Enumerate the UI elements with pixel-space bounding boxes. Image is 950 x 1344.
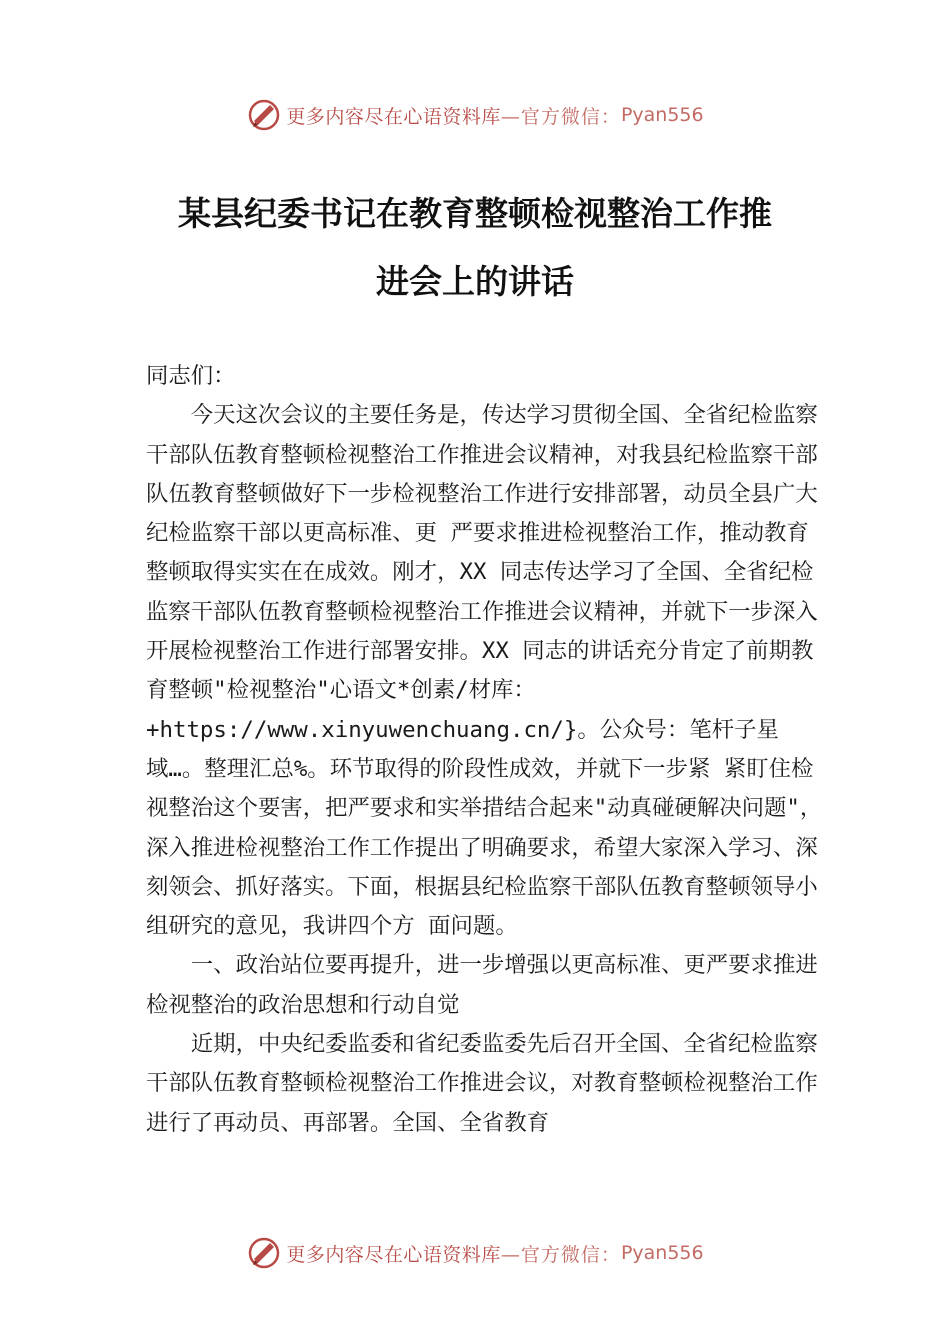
- header-watermark-banner: [0, 95, 950, 135]
- footer-watermark-banner: [0, 1233, 950, 1273]
- paragraph-section-1: 近期，中央纪委监委和省纪委监委先后召开全国、全省纪检监察干部队伍教育整顿检视整治工作推进会议，对教育整顿检视整治工作进行了再动员、再部署。全国、全省教育: [146, 1031, 818, 1136]
- banner-text-wechat-id: Pyan556: [620, 104, 704, 126]
- document-body: [146, 357, 826, 1143]
- banner-text-wechat-id: Pyan556: [620, 1242, 704, 1264]
- document-title-line-2: 进会上的讲话: [376, 262, 574, 301]
- banner-text-wechat-label: —官方微信：: [500, 1243, 621, 1266]
- salutation: 同志们：: [146, 363, 236, 389]
- banner-text-library: 更多内容尽在心语资料库: [286, 105, 501, 128]
- banner-text-wechat-label: —官方微信：: [500, 105, 621, 128]
- logo-icon: [246, 97, 282, 133]
- banner-text-library: 更多内容尽在心语资料库: [286, 1243, 501, 1266]
- section-heading-1: 一、政治站位要再提升，进一步增强以更高标准、更严要求推进检视整治的政治思想和行动自觉: [146, 952, 818, 1018]
- document-title-line-1: 某县纪委书记在教育整顿检视整治工作推: [178, 194, 772, 233]
- paragraph-intro: 今天这次会议的主要任务是，传达学习贯彻全国、全省纪检监察干部队伍教育整顿检视整治工作推进会议精神，对我县纪检监察干部队伍教育整顿做好下一步检视整治工作进行安排部署，动员全县广大纪检监察干部以更高标准、更 严要求推进检视整治工作，推动教育整顿取得实实在在成效。刚才，XX 同志传达学习了全国、全省纪检监察干部队伍教育整顿检视整治工作推进会议精神，并就下一步深入开展检视整治工作进行部署安排。XX 同志的讲话充分肯定了前期教育整顿"检视整治"心语文*创素/材库：+https://www.xinyuwenchuang.cn/}。公众号：笔杆子星域…。整理汇总%。环节取得的阶段性成效，并就下一步紧 紧盯住检视整治这个要害，把严要求和实举措结合起来"动真碰硬解决问题"，深入推进检视整治工作工作提出了明确要求，希望大家深入学习、深刻领会、抓好落实。下面，根据县纪检监察干部队伍教育整顿领导小组研究的意见，我讲四个方 面问题。: [146, 402, 823, 940]
- logo-icon: [246, 1235, 282, 1271]
